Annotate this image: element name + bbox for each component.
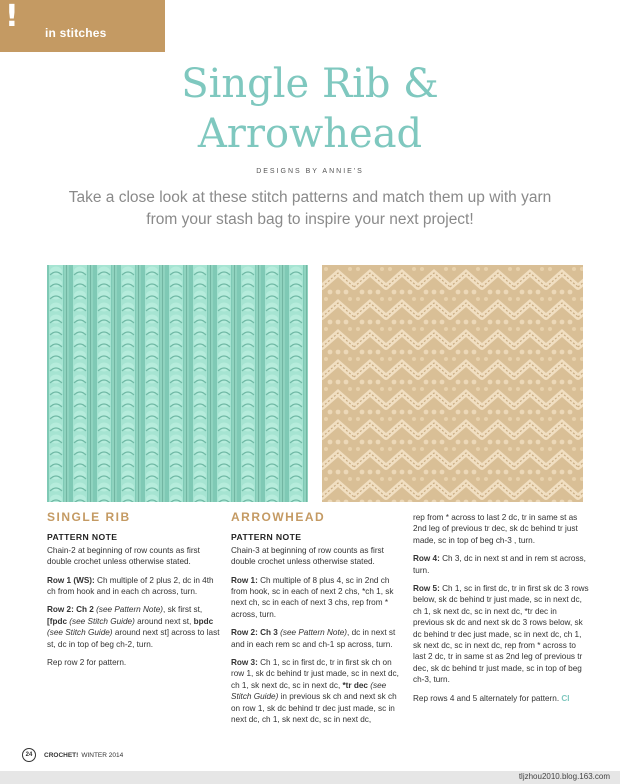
page-number: 24 (22, 748, 36, 762)
row-text: Ch 3, dc in next st and in rem st across, turn. (413, 554, 586, 575)
single-rib-note: Chain-2 at beginning of row counts as first double crochet unless otherwise stated. (47, 545, 200, 567)
intro-line1: Take a close look at these stitch patterns and match them up with yarn (68, 189, 552, 206)
section-tab-label: in stitches (45, 26, 107, 40)
fpdc-term: [fpdc (47, 616, 68, 626)
section-tab (0, 0, 165, 52)
single-rib-heading: SINGLE RIB (47, 510, 131, 524)
bpdc-term: bpdc (193, 616, 214, 626)
arrowhead-row1 (231, 575, 406, 621)
row-text: Ch 1, sc in first dc, tr in first sk ch on row 1, sk dc behind tr just made, sc in next dc, ch 1, sk next dc, sc in next dc, (231, 658, 399, 690)
row-label: Row 1 (WS): (47, 575, 95, 585)
single-rib-row1 (47, 575, 222, 598)
row-label: Row 2: Ch 2 (47, 605, 94, 615)
row-text: Ch multiple of 2 plus 2, dc in 4th ch from hook and in each ch across, turn. (47, 575, 214, 597)
row-note: (see Pattern Note) (96, 605, 164, 615)
end-mark: CI (561, 693, 570, 703)
row-label: Row 4: (413, 554, 440, 564)
single-rib-swatch (47, 265, 308, 502)
arrowhead-row5 (413, 583, 589, 686)
tr-dec-term: *tr dec (342, 680, 368, 690)
exclamation-icon: ! (5, 0, 19, 34)
arrowhead-row3 (231, 657, 406, 725)
single-rib-repeat: Rep row 2 for pattern. (47, 658, 127, 668)
watermark-text: tljzhou2010.blog.163.com (518, 772, 610, 781)
arrowhead-swatch (322, 265, 583, 502)
row-label: Row 2: Ch 3 (231, 628, 278, 638)
intro-text (40, 187, 580, 231)
row-text: Ch 1, sc in first dc, tr in first sk dc 3 rows below, sk dc behind tr just made, sc in next dc, ch 1, sk next dc, sc in next dc, *tr dec in previous sk dc and next sk dc 3 rows below, sk dc behind tr dec just made, sc in next dc, ch 1, sk next dc, sc in next dc, rep from * across to last 2 dc, tr in same st as 2nd leg of previous tr dec, sk dc behind tr just made, sc in top of beg ch-3, turn. (413, 584, 589, 685)
byline: DESIGNS BY ANNIE'S (256, 168, 364, 175)
stitch-guide-ref: (see Stitch Guide) (47, 628, 113, 638)
magazine-name: CROCHET! (44, 751, 79, 759)
arrowhead-note-heading: PATTERN NOTE (231, 532, 302, 543)
single-rib-note-heading: PATTERN NOTE (47, 532, 118, 543)
issue-date: WINTER 2014 (81, 751, 124, 759)
page-title-line2: Arrowhead (197, 111, 423, 157)
single-rib-row2 (47, 604, 222, 650)
row-note: (see Pattern Note) (280, 628, 348, 638)
row-text: , sk first st, (163, 605, 203, 615)
arrowhead-heading: ARROWHEAD (231, 510, 326, 524)
page-title-line1: Single Rib & (181, 61, 439, 107)
arrowhead-column (231, 512, 406, 733)
arrowhead-row3-continued: rep from * across to last 2 dc, tr in same st as 2nd leg of previous tr dec, sk dc behind tr just made, sc in top of beg ch-3 , turn. (413, 513, 578, 545)
row-text: around next st, (137, 616, 192, 626)
arrowhead-repeat (413, 693, 589, 704)
row-label: Row 3: (231, 658, 258, 668)
arrowhead-column-continued (413, 512, 589, 711)
row-text: in previous sk ch and next sk ch on row 1, sk dc behind tr dec just made, sc in next dc, ch 1, sk next dc, sc in next dc, (231, 692, 397, 725)
watermark-bar (0, 771, 620, 784)
repeat-text: Rep rows 4 and 5 alternately for pattern. (413, 693, 560, 703)
row-label: Row 5: (413, 584, 440, 594)
arrowhead-row4 (413, 553, 589, 576)
stitch-guide-ref: (see Stitch Guide) (231, 680, 387, 702)
single-rib-column (47, 512, 222, 675)
row-text: Ch multiple of 8 plus 4, sc in 2nd ch from hook, sc in each of next 2 chs, *ch 1, sk next ch, sc in each of next 3 chs, rep from * across, turn. (231, 575, 394, 619)
arrowhead-note: Chain-3 at beginning of row counts as first double crochet unless otherwise stated. (231, 545, 384, 567)
row-label: Row 1: (231, 575, 258, 585)
arrowhead-row2 (231, 627, 406, 650)
stitch-guide-ref: (see Stitch Guide) (69, 616, 135, 626)
intro-line2: from your stash bag to inspire your next project! (146, 211, 474, 228)
row-text: around next st] across to last st, dc in top of beg ch-2, turn. (47, 628, 220, 649)
row-text: , dc in next st and in each rem sc and ch-1 sp across, turn. (231, 628, 396, 649)
page-footer (22, 748, 123, 762)
